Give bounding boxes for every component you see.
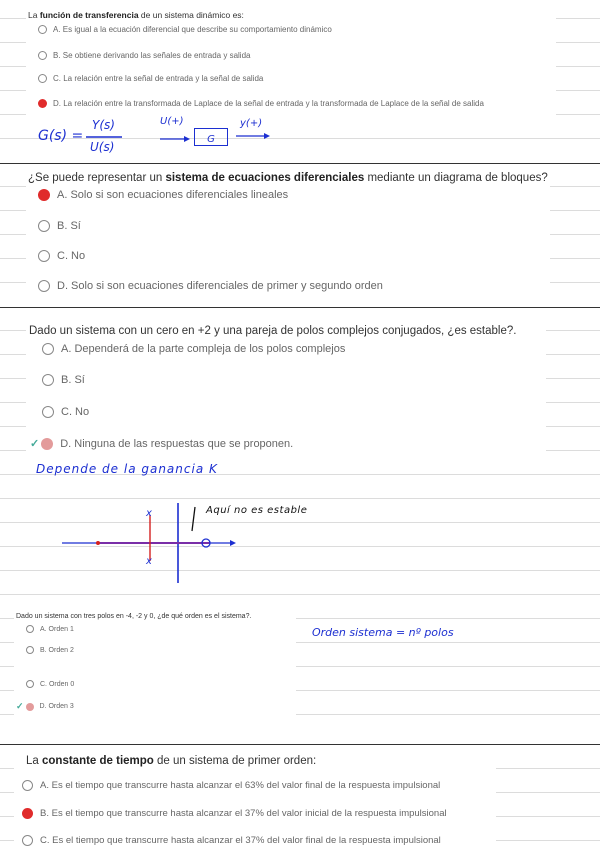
question-5 [14,750,496,848]
note-input-label: U(+) [160,116,184,127]
option-c[interactable] [38,250,85,262]
block-label: G [207,134,215,145]
handwritten-note-unstable: Aquí no es estable [206,505,308,516]
radio-button-selected[interactable] [41,438,53,450]
option-d[interactable] [30,437,293,450]
question-2 [26,170,550,300]
option-label: A. Es el tiempo que transcurre hasta alcanzar el 63% del valor final de la respuesta impulsional [40,780,441,791]
option-d[interactable] [16,701,74,712]
option-label: C. Es el tiempo que transcurre hasta alcanzar el 37% del valor final de la respuesta impulsional [40,835,441,846]
radio-button[interactable] [22,835,33,846]
option-a[interactable] [22,780,440,791]
fraction-bar [86,135,126,139]
option-label: D. La relación entre la transformada de Laplace de la señal de entrada y la transformada de Laplace de la señal de salida [53,99,484,108]
option-label: B. Sí [61,374,85,386]
option-b[interactable] [38,220,81,232]
option-b[interactable] [38,51,250,60]
handwritten-note-gain: Depende de la ganancia K [36,462,218,476]
radio-button[interactable] [42,406,54,418]
option-label: B. Sí [57,220,81,232]
question-keyword: constante de tiempo [42,755,154,767]
radio-button-selected[interactable] [26,703,34,711]
option-label: B. Se obtiene derivando las señales de entrada y salida [53,51,251,60]
pole-mark-lower: x [146,556,152,567]
option-b[interactable] [42,374,85,386]
radio-button[interactable] [38,51,47,60]
option-a[interactable] [38,25,332,34]
pole-mark-upper: x [146,508,152,519]
question-text: Dado un sistema con un cero en +2 y una pareja de polos complejos conjugados, ¿es estable?. [29,325,517,337]
option-d[interactable] [38,99,484,108]
option-label: C. No [61,406,90,418]
option-c[interactable] [38,74,263,83]
radio-button-selected[interactable] [22,808,33,819]
radio-button[interactable] [42,374,54,386]
question-3 [26,320,546,456]
option-label: C. Orden 0 [40,680,75,688]
radio-button-selected[interactable] [38,189,50,201]
checkmark-icon: ✓ [30,438,40,450]
question-text [28,10,244,20]
option-a[interactable] [42,343,345,355]
option-label: B. Es el tiempo que transcurre hasta alcanzar el 37% del valor inicial de la respuesta impulsional [40,808,447,819]
option-label: B. Orden 2 [40,646,74,654]
option-a[interactable] [26,625,74,633]
note-numerator: Y(s) [92,118,115,132]
block-g [194,128,228,146]
question-suffix: de un sistema de primer orden: [153,755,317,767]
option-label: A. Solo si son ecuaciones diferenciales lineales [57,189,289,201]
option-c[interactable] [26,680,74,688]
option-label: A. Es igual a la ecuación diferencial que describe su comportamiento dinámico [53,25,332,34]
handwritten-note-order: Orden sistema = nº polos [312,626,454,639]
option-c[interactable] [22,835,441,846]
question-suffix: mediante un diagrama de bloques? [364,172,548,184]
note-denominator: U(s) [90,140,115,154]
radio-button[interactable] [38,280,50,292]
question-keyword: sistema de ecuaciones diferenciales [165,172,365,184]
radio-button[interactable] [38,25,47,34]
option-label: D. Solo si son ecuaciones diferenciales de primer y segundo orden [57,280,383,292]
option-label: D. Ninguna de las respuestas que se proponen. [60,437,294,450]
radio-button[interactable] [38,74,47,83]
option-c[interactable] [42,406,89,418]
radio-button[interactable] [26,646,34,654]
radio-button[interactable] [38,220,50,232]
question-text [28,172,548,184]
note-lhs: G(s) = [38,128,84,144]
radio-button[interactable] [38,250,50,262]
radio-button[interactable] [26,680,34,688]
option-d[interactable] [38,280,383,292]
option-b[interactable] [22,808,447,819]
question-prefix: ¿Se puede representar un [28,172,166,184]
question-4 [14,610,296,716]
option-a[interactable] [38,189,288,201]
checkmark-icon: ✓ [16,701,24,711]
radio-button[interactable] [22,780,33,791]
question-keyword: función de transferencia [39,10,139,20]
option-label: C. La relación entre la señal de entrada y la señal de salida [53,74,264,83]
note-output-label: y(+) [240,118,263,129]
option-b[interactable] [26,646,74,654]
question-text [26,755,316,767]
radio-button-selected[interactable] [38,99,47,108]
question-prefix: La [28,10,40,20]
input-arrow [160,135,190,143]
question-suffix: de un sistema dinámico es: [138,10,244,20]
option-label: A. Orden 1 [40,625,74,633]
radio-button[interactable] [26,625,34,633]
output-arrow [236,132,270,140]
question-1 [26,8,556,116]
question-text: Dado un sistema con tres polos en -4, -2 y 0, ¿de qué orden es el sistema?. [16,613,252,620]
option-label: C. No [57,250,86,262]
question-prefix: La [26,755,42,767]
option-label: D. Orden 3 [39,703,74,710]
option-label: A. Dependerá de la parte compleja de los polos complejos [61,343,346,355]
radio-button[interactable] [42,343,54,355]
